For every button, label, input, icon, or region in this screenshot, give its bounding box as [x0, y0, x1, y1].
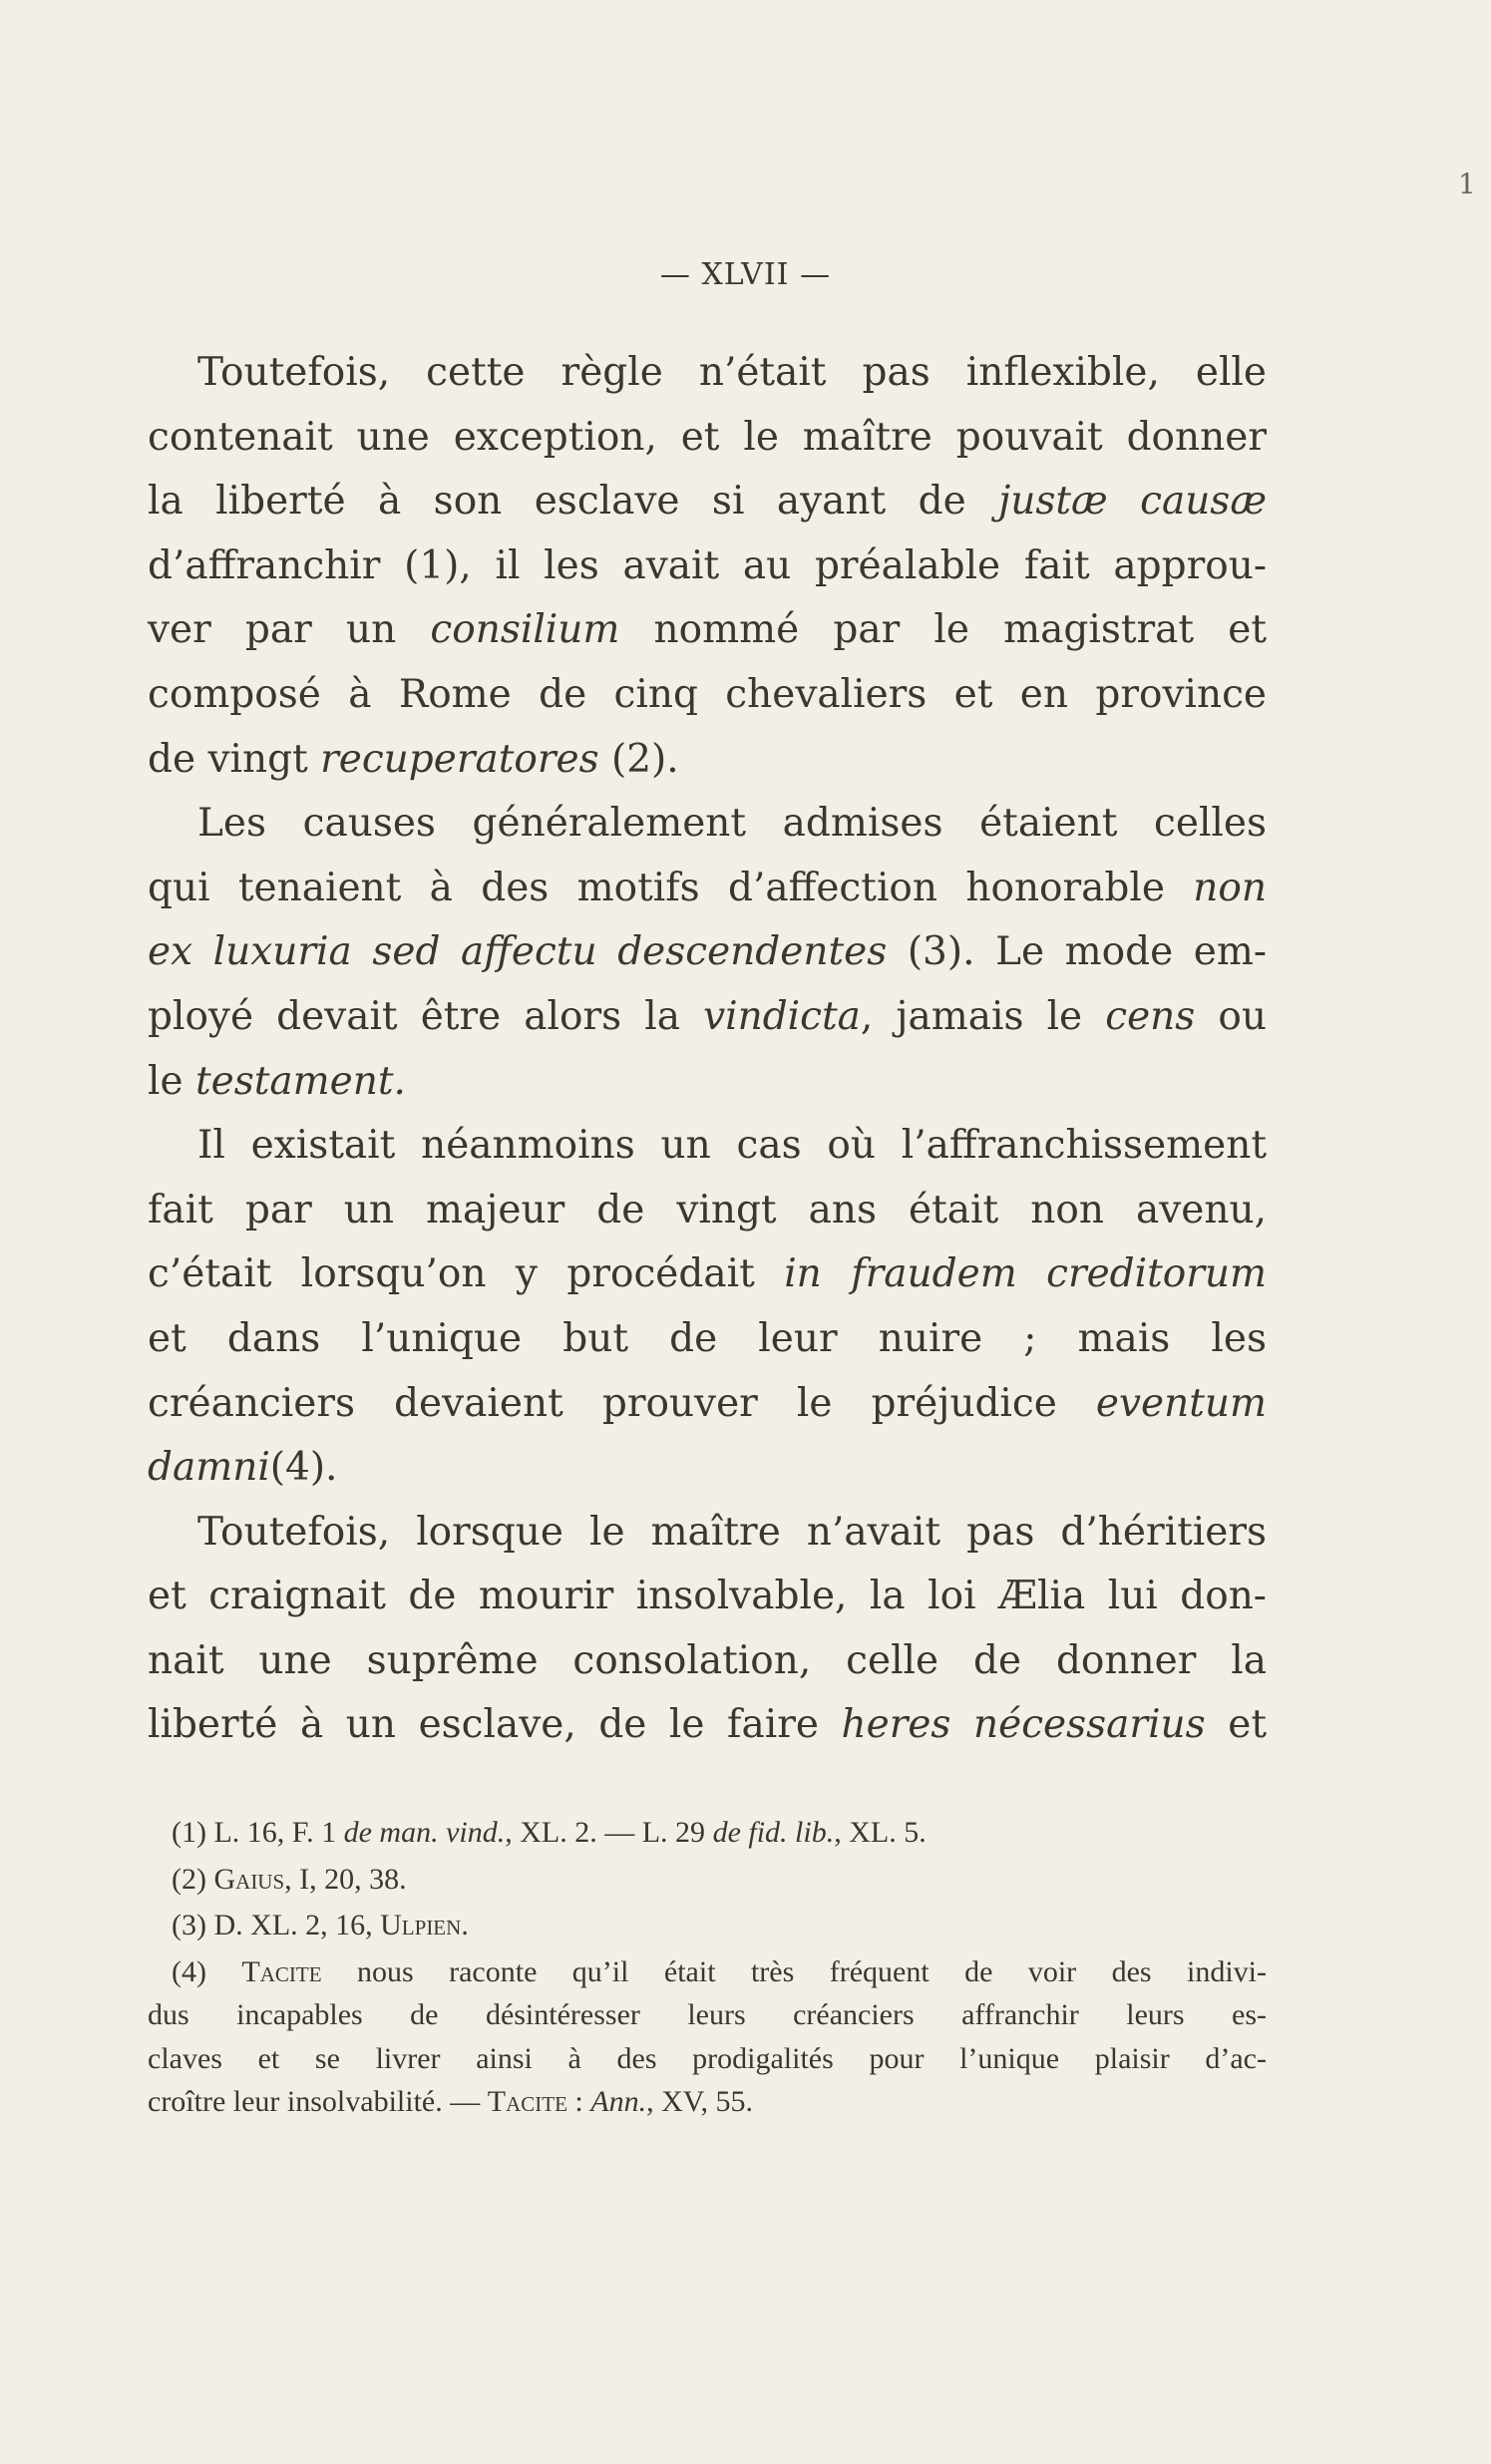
text-line [148, 1050, 1267, 1115]
text-run: ver par un [148, 607, 431, 653]
italic-run: Ann. [590, 2085, 647, 2118]
footnote-4 [148, 1950, 1267, 2124]
paragraph-1 [148, 341, 1267, 792]
text-line [148, 1179, 1267, 1243]
text-run: fait par un majeur de vingt ans était non avenu, [148, 1187, 1267, 1232]
text-line [148, 341, 1267, 406]
text-run: . [461, 1909, 469, 1941]
text-line [148, 1565, 1267, 1629]
text-line [148, 1993, 1267, 2037]
text-line [148, 470, 1267, 534]
paragraph-2 [148, 792, 1267, 1114]
text-run: (2). [598, 736, 679, 782]
text-run: composé à Rome de cinq chevaliers et en province [148, 671, 1267, 717]
text-line [148, 1436, 1267, 1501]
text-line [148, 406, 1267, 471]
text-line [148, 1501, 1267, 1566]
small-caps-run: Tacite [241, 1954, 322, 1988]
italic-run: damni [148, 1445, 270, 1491]
footnote-number: (1) [172, 1816, 206, 1849]
text-line [148, 1114, 1267, 1179]
text-run: Les causes généralement admises étaient celles [197, 801, 1267, 847]
text-run: et dans l’unique but de leur nuire ; mais les [148, 1315, 1267, 1361]
italic-run: de man. vind. [343, 1816, 506, 1849]
small-caps-run: Gaius [213, 1862, 285, 1896]
text-line [148, 728, 1267, 793]
text-run: liberté à un esclave, de le faire [148, 1702, 842, 1748]
text-line [148, 1307, 1267, 1372]
text-run: la liberté à son esclave si ayant de [148, 479, 999, 525]
small-caps-run: Ulpien [380, 1909, 462, 1941]
paragraph-3 [148, 1114, 1267, 1501]
text-run: Toutefois, lorsque le maître n’avait pas d’héritiers [197, 1509, 1267, 1555]
text-run: Toutefois, cette règle n’était pas inflexible, elle [197, 350, 1267, 395]
text-line [148, 2037, 1267, 2081]
text-run: , XV, 55. [646, 2085, 754, 2118]
italic-run: vindicta [703, 993, 861, 1039]
text-line [148, 1693, 1267, 1758]
text-run: ou [1195, 993, 1267, 1039]
text-line [148, 1629, 1267, 1694]
italic-run: de fid. lib. [712, 1816, 835, 1849]
footnote-number: (3) [172, 1909, 206, 1941]
text-run: de vingt [148, 736, 321, 782]
text-run: nous raconte qu’il était très fréquent de voir des indivi- [321, 1954, 1267, 1988]
footnote-1 [148, 1811, 1267, 1855]
footnote-number: (2) [172, 1862, 206, 1896]
text-run: et craignait de mourir insolvable, la loi Ælia lui don- [148, 1574, 1267, 1619]
text-line [148, 857, 1267, 921]
text-line [148, 598, 1267, 663]
text-run: contenait une exception, et le maître pouvait donner [148, 414, 1267, 460]
italic-run: ex luxuria sed affectu descendentes [148, 929, 888, 975]
footnote-3 [148, 1904, 1267, 1947]
italic-run: recuperatores [320, 736, 599, 782]
footnote-2 [148, 1858, 1267, 1902]
italic-run: consilium [430, 607, 620, 653]
text-run: le [148, 1058, 195, 1104]
text-run: dus incapables de désintéresser leurs créanciers affranchir leurs es- [148, 1998, 1267, 2031]
text-run: , XL. 2. — L. 29 [505, 1816, 713, 1849]
text-line [148, 1242, 1267, 1307]
text-run: claves et se livrer ainsi à des prodigalités pour l’unique plaisir d’ac- [148, 2041, 1267, 2075]
italic-run: in fraudem creditorum [784, 1251, 1267, 1297]
italic-run: justæ causæ [998, 479, 1267, 525]
text-run: Il existait néanmoins un cas où l’affranchissement [197, 1123, 1267, 1169]
italic-run: testament. [194, 1058, 406, 1104]
text-run: nommé par le magistrat et [619, 607, 1267, 653]
text-line [148, 985, 1267, 1050]
text-line [148, 792, 1267, 857]
italic-run: cens [1105, 993, 1196, 1039]
text-line [148, 2080, 1267, 2124]
footnote-number: (4) [172, 1954, 206, 1988]
text-run: D. XL. 2, 16, [213, 1909, 381, 1941]
corner-mark: 1 [1458, 168, 1476, 200]
running-head: — XLVII — [659, 257, 832, 292]
text-run: : [566, 2085, 591, 2118]
text-line [148, 920, 1267, 985]
text-run: L. 16, F. 1 [213, 1816, 344, 1849]
small-caps-run: Tacite [487, 2085, 567, 2118]
text-line [148, 1372, 1267, 1437]
footnotes [148, 1811, 1267, 2127]
text-run: , XL. 5. [834, 1816, 927, 1849]
text-run: (3). Le mode em- [887, 929, 1267, 975]
text-line [148, 534, 1267, 599]
paragraph-4 [148, 1501, 1267, 1758]
italic-run: non [1193, 865, 1267, 910]
text-run: nait une suprême consolation, celle de donner la [148, 1637, 1267, 1683]
text-run: créanciers devaient prouver le préjudice [148, 1380, 1096, 1426]
text-run: d’affranchir (1), il les avait au préalable fait approu- [148, 542, 1267, 588]
text-run: , I, 20, 38. [284, 1862, 407, 1896]
text-run: qui tenaient à des motifs d’affection honorable [148, 865, 1194, 910]
text-run: (4). [269, 1445, 338, 1491]
italic-run: eventum [1095, 1380, 1267, 1426]
italic-run: heres nécessarius [841, 1702, 1206, 1748]
text-line [148, 663, 1267, 728]
text-run: et [1205, 1702, 1267, 1748]
text-line [148, 1950, 1267, 1994]
text-run: c’était lorsqu’on y procédait [148, 1251, 785, 1297]
main-text [148, 341, 1267, 1758]
text-run: ployé devait être alors la [148, 993, 704, 1039]
text-run: croître leur insolvabilité. — [148, 2085, 488, 2118]
text-run: , jamais le [860, 993, 1106, 1039]
